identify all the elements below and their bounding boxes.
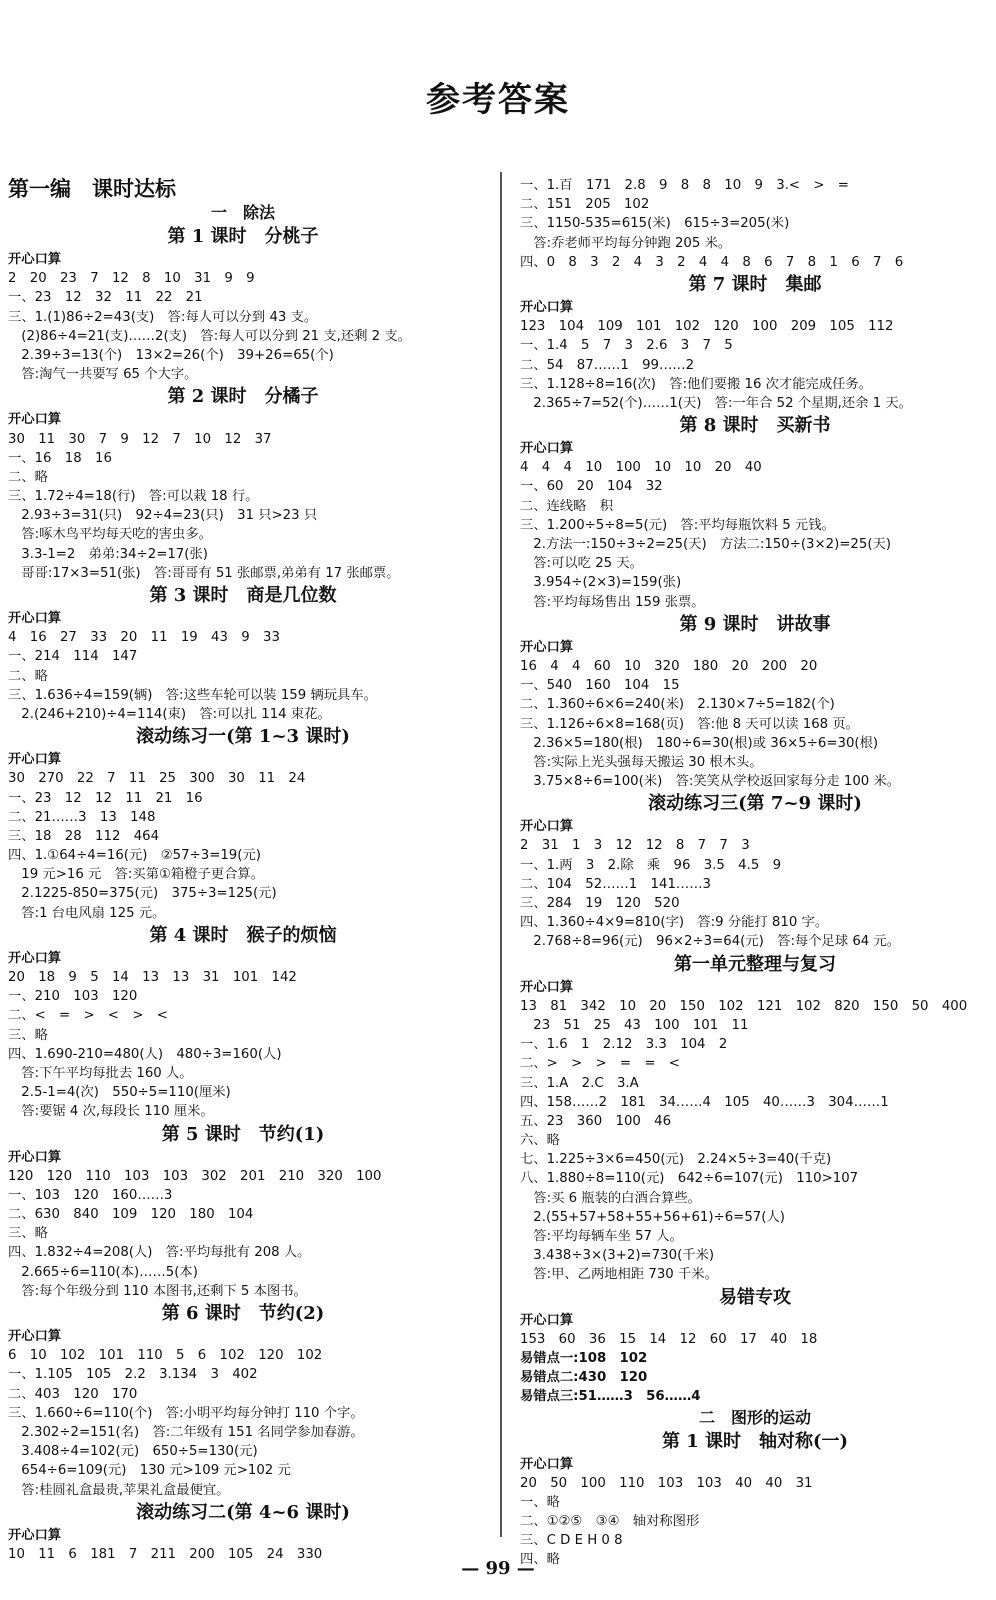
answer-line: 二、21……3 13 148 [8,809,156,825]
label-line: 开心口算 [520,639,574,655]
answer-line: 答:每个年级分到 110 本图书,还剩下 5 本图书。 [8,1283,307,1299]
answer-line: 2.365÷7=52(个)……1(天) 答:一年合 52 个星期,还余 1 天。 [520,395,912,411]
answer-line: 3.75×8÷6=100(米) 答:笑笑从学校返回家每分走 100 米。 [520,774,901,790]
answer-line: 四、1.832÷4=208(人) 答:平均每批有 208 人。 [8,1245,311,1261]
answer-line: 六、略 [520,1133,560,1149]
answer-line: 五、23 360 100 46 [520,1113,672,1129]
answer-line: 10 11 6 181 7 211 200 105 24 330 [8,1546,323,1562]
answer-line: 153 60 36 15 14 12 60 17 40 18 [520,1331,818,1347]
answer-line: 30 270 22 7 11 25 300 30 11 24 [8,771,306,787]
answer-line: 20 50 100 110 103 103 40 40 31 [520,1475,813,1491]
answer-line: 三、C D E H 0 8 [520,1533,623,1549]
answer-line: 一、16 18 16 [8,450,112,466]
answer-line: 三、略 [8,1027,48,1043]
section-heading: 滚动练习二(第 4~6 课时) [136,1501,350,1523]
answer-line: 654÷6=109(元) 130 元>109 元>102 元 [8,1463,291,1479]
answer-line: 三、1150-535=615(米) 615÷3=205(米) [520,216,790,232]
answer-line: 二、略 [8,668,48,684]
section-heading: 第 9 课时 讲故事 [679,613,831,635]
answer-line: 三、1.(1)86÷2=43(支) 答:每人可以分到 43 支。 [8,309,318,325]
answer-line: 4 4 4 10 100 10 10 20 40 [520,460,762,476]
answer-line: 4 16 27 33 20 11 19 43 9 33 [8,630,280,646]
answer-line: 3.3-1=2 弟弟:34÷2=17(张) [8,546,208,562]
section-heading: 第 1 课时 轴对称(一) [661,1430,849,1452]
answer-line: 二、①②⑤ ③④ 轴对称图形 [520,1514,700,1530]
answer-line: 2.302÷2=151(名) 答:二年级有 151 名同学参加春游。 [8,1424,364,1440]
answer-line: 一、1.两 3 2.除 乘 96 3.5 4.5 9 [520,857,782,873]
answer-line: 三、1.126÷6×8=168(页) 答:他 8 天可以读 168 页。 [520,716,859,732]
answer-line: 四、0 8 3 2 4 3 2 4 4 8 6 7 8 1 6 7 6 [520,254,904,270]
answer-line: 答:桂圆礼盒最贵,苹果礼盒最便宜。 [8,1482,230,1498]
answer-line: 答:买 6 瓶装的白酒合算些。 [520,1190,701,1206]
answer-line: 八、1.880÷8=110(元) 642÷6=107(元) 110>107 [520,1171,859,1187]
label-line: 开心口算 [8,752,62,768]
answer-line: 三、1.A 2.C 3.A [520,1075,639,1091]
answer-line: 20 18 9 5 14 13 13 31 101 142 [8,970,297,985]
label-line: 开心口算 [8,1329,62,1344]
answer-line: 答:淘气一共要写 65 个大字。 [8,367,198,383]
answer-line: 二、> > > = = < [520,1056,680,1072]
answer-line: 3.408÷4=102(元) 650÷5=130(元) [8,1444,258,1460]
answer-line: (2)86÷4=21(支)……2(支) 答:每人可以分到 21 支,还剩 2 支。 [8,328,411,344]
section-heading: 第 1 课时 分桃子 [167,226,319,247]
answer-line: 2.665÷6=110(本)……5(本) [8,1264,198,1280]
answer-line: 答:啄木鸟平均每天吃的害虫多。 [8,527,212,543]
label-line: 开心口算 [8,412,62,428]
section-heading: 第 5 课时 节约(1) [161,1123,325,1145]
answer-line: 一、60 20 104 32 [520,479,663,495]
label-line: 易错点二:430 120 [520,1370,648,1386]
section-heading: 滚动练习一(第 1~3 课时) [136,726,350,748]
section-heading: 第 6 课时 节约(2) [161,1303,325,1324]
answer-line: 一、略 [520,1494,560,1510]
label-line: 易错点一:108 102 [520,1350,648,1366]
page-title: 参考答案 [426,80,570,120]
answer-line: 三、1.128÷8=16(次) 答:他们要搬 16 次才能完成任务。 [520,376,873,392]
answer-line: 答:平均每场售出 159 张票。 [520,594,705,610]
answer-line: 2.5-1=4(次) 550÷5=110(厘米) [8,1085,231,1101]
answer-line: 二、54 87……1 99……2 [520,357,695,373]
answer-line: 四、1.360÷4×9=810(字) 答:9 分能打 810 字。 [520,915,829,931]
answer-line: 二、403 120 170 [8,1386,138,1402]
answer-line: 一、214 114 147 [8,649,138,665]
label-line: 开心口算 [520,819,574,835]
answer-line: 一、1.105 105 2.2 3.134 3 402 [8,1367,258,1383]
answer-line: 答:平均每辆车坐 57 人。 [520,1229,683,1244]
section-heading: 第 8 课时 买新书 [679,415,831,437]
label-line: 开心口算 [520,441,574,457]
answer-line: 四、1.①64÷4=16(元) ②57÷3=19(元) [8,848,261,864]
section-heading: 易错专攻 [719,1286,791,1308]
label-line: 开心口算 [520,299,574,315]
answer-line: 三、1.72÷4=18(行) 答:可以栽 18 行。 [8,489,259,505]
answer-line: 一、1.4 5 7 3 2.6 3 7 5 [520,338,733,354]
label-line: 开心口算 [8,252,62,267]
answer-line: 二、104 52……1 141……3 [520,876,711,892]
answer-line: 四、略 [520,1552,560,1568]
answer-line: 2.1225-850=375(元) 375÷3=125(元) [8,886,277,902]
column-divider [500,172,502,1537]
answer-line: 13 81 342 10 20 150 102 121 102 820 150 50 400 [520,998,968,1014]
label-line: 开心口算 [8,950,62,966]
answer-line: 19 元>16 元 答:买第①箱橙子更合算。 [8,867,264,883]
unit-heading: 一 除法 [210,203,275,222]
answer-line: 2.(55+57+58+55+56+61)÷6=57(人) [520,1209,785,1225]
left-column [8,176,478,1564]
answer-line: 二、151 205 102 [520,197,650,213]
answer-line: 答:1 台电风扇 125 元。 [8,905,166,921]
page-number: — 99 — [461,1558,535,1579]
answer-line: 哥哥:17×3=51(张) 答:哥哥有 51 张邮票,弟弟有 17 张邮票。 [8,565,400,581]
answer-line: 120 120 110 103 103 302 201 210 320 100 [8,1168,382,1184]
section-heading: 第 4 课时 猴子的烦恼 [149,924,337,946]
answer-line: 三、18 28 112 464 [8,828,160,844]
answer-line: 四、158……2 181 34……4 105 40……3 304……1 [520,1094,889,1110]
label-line: 开心口算 [8,1527,62,1543]
answer-line: 二、1.360÷6×6=240(米) 2.130×7÷5=182(个) [520,697,835,713]
answer-line: 2.方法一:150÷3÷2=25(天) 方法二:150÷(3×2)=25(天) [520,537,892,552]
answer-line: 二、< = > < > < [8,1008,168,1024]
answer-line: 6 10 102 101 110 5 6 102 120 102 [8,1348,323,1364]
answer-line: 123 104 109 101 102 120 100 209 105 112 [520,319,894,335]
section-heading: 滚动练习三(第 7~9 课时) [648,793,862,815]
answer-line: 2.36×5=180(根) 180÷6=30(根)或 36×5÷6=30(根) [520,735,879,751]
section-heading: 第 2 课时 分橘子 [167,386,319,408]
answer-line: 二、630 840 109 120 180 104 [8,1207,254,1223]
answer-line: 四、1.690-210=480(人) 480÷3=160(人) [8,1046,282,1062]
answer-line: 七、1.225÷3×6=450(元) 2.24×5÷3=40(千克) [520,1152,832,1168]
right-column [520,176,990,1570]
answer-line: 2.768÷8=96(元) 96×2÷3=64(元) 答:每个足球 64 元。 [520,934,901,950]
answer-line: 答:下午平均每批去 160 人。 [8,1065,193,1081]
section-heading: 第 3 课时 商是几位数 [149,585,337,606]
answer-line: 一、103 120 160……3 [8,1187,173,1203]
answer-line: 三、1.636÷4=159(辆) 答:这些车轮可以装 159 辆玩具车。 [8,687,377,703]
section-heading: 第一单元整理与复习 [674,953,836,975]
part-heading: 第一编 课时达标 [8,176,176,201]
answer-line: 30 11 30 7 9 12 7 10 12 37 [8,431,272,447]
label-line: 开心口算 [8,611,62,626]
answer-line: 3.954÷(2×3)=159(张) [520,575,682,591]
answer-line: 2.93÷3=31(只) 92÷4=23(只) 31 只>23 只 [8,508,318,524]
answer-line: 答:实际上光头强每天搬运 30 根木头。 [520,754,763,770]
label-line: 开心口算 [8,1149,62,1165]
answer-line: 一、1.6 1 2.12 3.3 104 2 [520,1037,728,1053]
answer-line: 一、23 12 12 11 21 16 [8,790,203,806]
answer-line: 3.438÷3×(3+2)=730(千米) [520,1248,715,1264]
answer-line: 一、540 160 104 15 [520,678,680,694]
answer-line: 二、连线略 积 [520,498,614,514]
answer-line: 16 4 4 60 10 320 180 20 200 20 [520,658,818,674]
answer-line: 答:乔老师平均每分钟跑 205 米。 [520,235,732,251]
answer-line: 答:可以吃 25 天。 [520,556,643,572]
answer-line: 三、略 [8,1226,48,1242]
answer-line: 2.39÷3=13(个) 13×2=26(个) 39+26=65(个) [8,347,334,363]
answer-line: 答:甲、乙两地相距 730 千米。 [520,1267,718,1283]
label-line: 易错点三:51……3 56……4 [520,1389,701,1405]
answer-line: 三、1.200÷5÷8=5(元) 答:平均每瓶饮料 5 元钱。 [520,517,835,533]
answer-line: 二、略 [8,469,48,485]
answer-line: 一、1.百 171 2.8 9 8 8 10 9 3.< > = [520,178,849,193]
answer-line: 三、284 19 120 520 [520,896,680,911]
label-line: 开心口算 [520,1456,574,1472]
answer-line: 2.(246+210)÷4=114(束) 答:可以扎 114 束花。 [8,706,331,722]
answer-line: 三、1.660÷6=110(个) 答:小明平均每分钟打 110 个字。 [8,1405,364,1421]
answer-line: 一、23 12 32 11 22 21 [8,290,203,306]
label-line: 开心口算 [520,1312,574,1328]
answer-line: 23 51 25 43 100 101 11 [520,1017,749,1033]
section-heading: 第 7 课时 集邮 [688,273,822,295]
unit-heading: 二 图形的运动 [698,1407,811,1427]
answer-line: 2 20 23 7 12 8 10 31 9 9 [8,271,255,287]
label-line: 开心口算 [520,979,574,995]
answer-line: 一、210 103 120 [8,989,138,1005]
answer-line: 2 31 1 3 12 12 8 7 7 3 [520,838,750,854]
answer-line: 答:要锯 4 次,每段长 110 厘米。 [8,1104,214,1120]
